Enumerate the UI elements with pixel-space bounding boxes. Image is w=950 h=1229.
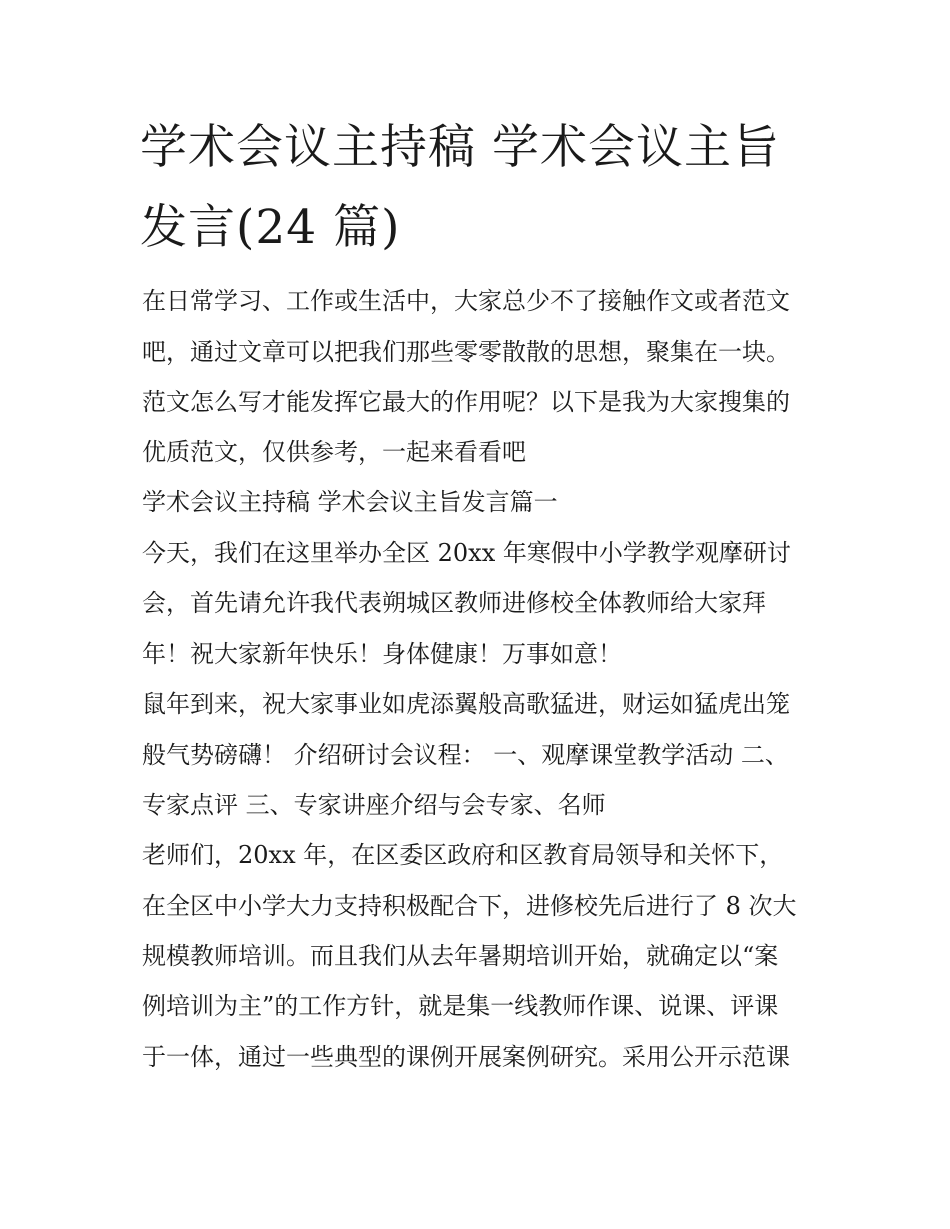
section-heading: 学术会议主持稿 学术会议主旨发言篇一	[142, 488, 558, 516]
paragraph-line: 范文怎么写才能发挥它最大的作用呢？以下是我为大家搜集的	[142, 388, 790, 416]
paragraph-line: 鼠年到来，祝大家事业如虎添翼般高歌猛进，财运如猛虎出笼	[142, 690, 790, 718]
paragraph-line: 例培训为主”的工作方针，就是集一线教师作课、说课、评课	[142, 992, 779, 1020]
document-title-line-2: 发言(24 篇)	[140, 200, 401, 255]
paragraph-line: 年！祝大家新年快乐！身体健康！万事如意！	[142, 640, 622, 668]
paragraph-line: 规模教师培训。而且我们从去年暑期培训开始，就确定以“案	[142, 942, 779, 970]
paragraph-line: 优质范文，仅供参考，一起来看看吧	[142, 438, 526, 466]
document-title-line-1: 学术会议主持稿 学术会议主旨	[140, 120, 780, 175]
paragraph-line: 在日常学习、工作或生活中，大家总少不了接触作文或者范文	[142, 287, 790, 315]
paragraph-line: 老师们，20xx 年，在区委区政府和区教育局领导和关怀下，	[142, 841, 784, 869]
paragraph-line: 吧，通过文章可以把我们那些零零散散的思想，聚集在一块。	[142, 338, 790, 366]
paragraph-line: 会，首先请允许我代表朔城区教师进修校全体教师给大家拜	[142, 589, 766, 617]
paragraph-line: 于一体，通过一些典型的课例开展案例研究。采用公开示范课	[142, 1043, 790, 1071]
paragraph-line: 在全区中小学大力支持积极配合下，进修校先后进行了 8 次大	[142, 892, 797, 920]
paragraph-line: 般气势磅礴！ 介绍研讨会议程： 一、观摩课堂教学活动 二、	[142, 741, 789, 769]
paragraph-line: 今天，我们在这里举办全区 20xx 年寒假中小学教学观摩研讨	[142, 539, 791, 567]
paragraph-line: 专家点评 三、专家讲座介绍与会专家、名师	[142, 791, 606, 819]
